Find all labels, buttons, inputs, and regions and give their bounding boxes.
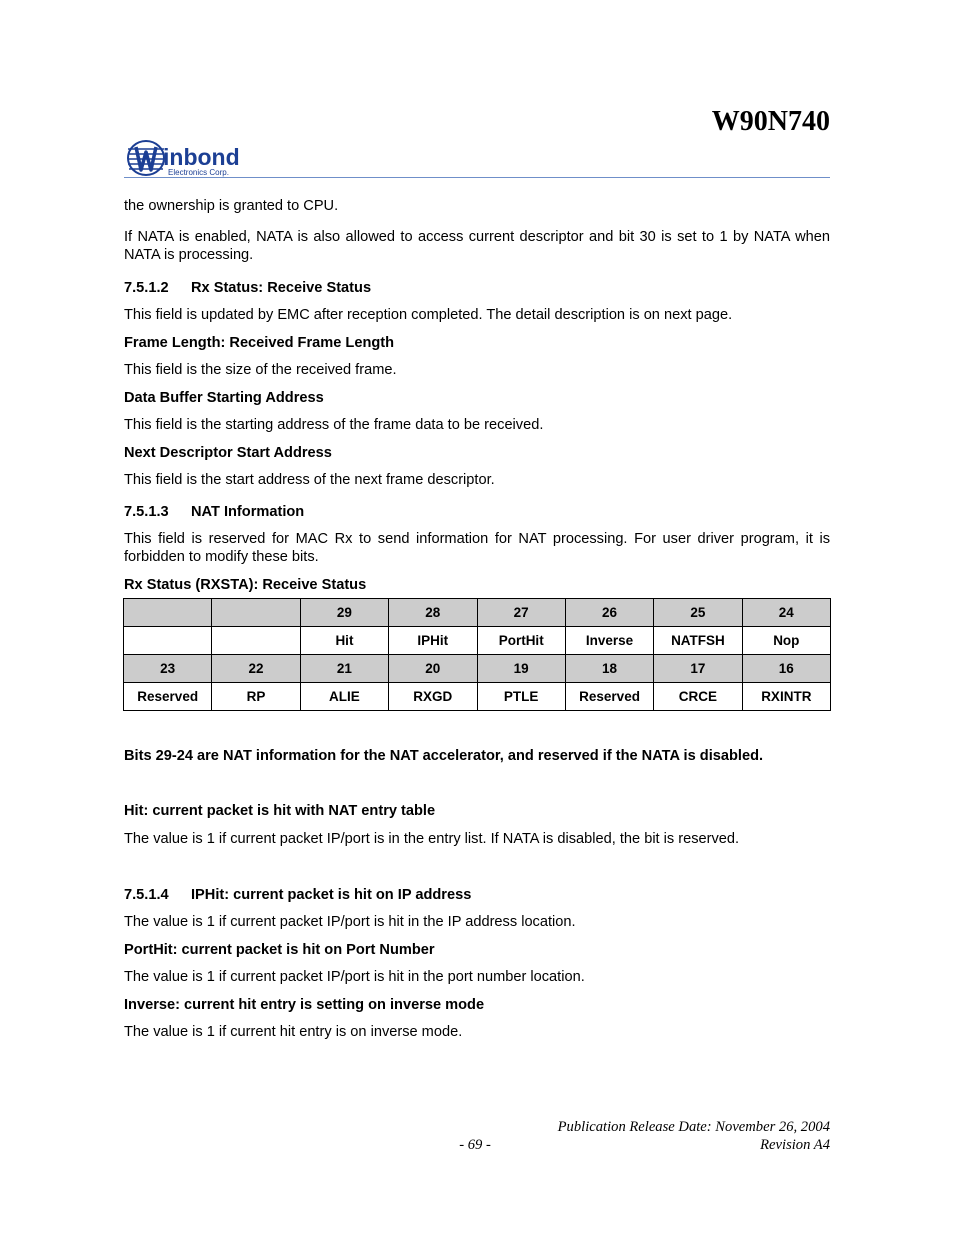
table-cell: 16 bbox=[742, 655, 830, 683]
table-cell bbox=[212, 627, 300, 655]
field-heading-frame-length: Frame Length: Received Frame Length bbox=[124, 335, 395, 351]
paragraph: This field is reserved for MAC Rx to send information for NAT processing. For user driver program, it is forbidden to modify these bits. bbox=[124, 531, 830, 565]
logo-tagline: Electronics Corp. bbox=[168, 168, 229, 177]
header-rule bbox=[124, 177, 830, 178]
section-number: 7.5.1.3 bbox=[124, 504, 169, 520]
bit-field-row bbox=[124, 627, 831, 655]
section-number: 7.5.1.4 bbox=[124, 887, 169, 903]
table-cell: IPHit bbox=[389, 627, 477, 655]
footer-revision: Revision A4 bbox=[760, 1137, 830, 1153]
table-cell: 23 bbox=[124, 655, 212, 683]
table-cell bbox=[124, 599, 212, 627]
rxsta-register-table bbox=[123, 598, 831, 711]
table-cell: PTLE bbox=[477, 683, 565, 711]
paragraph: If NATA is enabled, NATA is also allowed to access current descriptor and bit 30 is set to 1 by NATA when NATA is processing. bbox=[124, 229, 830, 263]
paragraph: The value is 1 if current packet IP/port is hit in the IP address location. bbox=[124, 914, 576, 930]
footer-release-date: Publication Release Date: November 26, 2004 bbox=[557, 1119, 830, 1135]
field-heading-hit: Hit: current packet is hit with NAT entry table bbox=[124, 803, 436, 819]
logo-wordmark: inbond bbox=[163, 144, 240, 170]
table-cell: RP bbox=[212, 683, 300, 711]
winbond-logo bbox=[126, 138, 266, 180]
table-cell: Reserved bbox=[565, 683, 653, 711]
table-cell: 25 bbox=[654, 599, 742, 627]
table-cell: Inverse bbox=[565, 627, 653, 655]
table-cell: Reserved bbox=[124, 683, 212, 711]
bit-field-row bbox=[124, 683, 831, 711]
section-title: NAT Information bbox=[191, 504, 305, 520]
table-cell bbox=[212, 599, 300, 627]
table-cell: 29 bbox=[300, 599, 388, 627]
globe-icon bbox=[128, 141, 164, 175]
table-cell: 19 bbox=[477, 655, 565, 683]
table-cell: 28 bbox=[389, 599, 477, 627]
table-cell bbox=[124, 627, 212, 655]
table-cell: NATFSH bbox=[654, 627, 742, 655]
section-number: 7.5.1.2 bbox=[124, 280, 169, 296]
table-cell: RXGD bbox=[389, 683, 477, 711]
table-cell: 18 bbox=[565, 655, 653, 683]
table-cell: 22 bbox=[212, 655, 300, 683]
bit-number-row bbox=[124, 655, 831, 683]
bits-note: Bits 29-24 are NAT information for the NAT accelerator, and reserved if the NATA is disabled. bbox=[124, 748, 764, 764]
paragraph: This field is the size of the received frame. bbox=[124, 362, 397, 378]
table-cell: Hit bbox=[300, 627, 388, 655]
table-cell: 24 bbox=[742, 599, 830, 627]
table-title: Rx Status (RXSTA): Receive Status bbox=[124, 577, 367, 593]
field-heading-next-descriptor: Next Descriptor Start Address bbox=[124, 445, 332, 461]
document-title: W90N740 bbox=[711, 106, 830, 137]
table-cell: Nop bbox=[742, 627, 830, 655]
table-cell: PortHit bbox=[477, 627, 565, 655]
table-cell: 21 bbox=[300, 655, 388, 683]
table-cell: 17 bbox=[654, 655, 742, 683]
section-heading-7-5-1-3 bbox=[124, 503, 830, 521]
paragraph: The value is 1 if current packet IP/port is in the entry list. If NATA is disabled, the bit is reserved. bbox=[124, 831, 740, 847]
table-cell: RXINTR bbox=[742, 683, 830, 711]
paragraph: This field is updated by EMC after reception completed. The detail description is on next page. bbox=[124, 307, 733, 323]
section-heading-7-5-1-4 bbox=[124, 886, 830, 904]
table-cell: ALIE bbox=[300, 683, 388, 711]
paragraph: This field is the starting address of the frame data to be received. bbox=[124, 417, 544, 433]
footer-page-number: - 69 - bbox=[459, 1137, 491, 1153]
table-cell: 20 bbox=[389, 655, 477, 683]
paragraph: The value is 1 if current hit entry is on inverse mode. bbox=[124, 1024, 463, 1040]
table-cell: 27 bbox=[477, 599, 565, 627]
table-cell: CRCE bbox=[654, 683, 742, 711]
bit-number-row bbox=[124, 599, 831, 627]
paragraph: This field is the start address of the next frame descriptor. bbox=[124, 472, 495, 488]
field-heading-porthit: PortHit: current packet is hit on Port Number bbox=[124, 942, 435, 958]
section-title: IPHit: current packet is hit on IP address bbox=[191, 887, 472, 903]
table-cell: 26 bbox=[565, 599, 653, 627]
field-heading-inverse: Inverse: current hit entry is setting on inverse mode bbox=[124, 997, 485, 1013]
section-heading-7-5-1-2 bbox=[124, 279, 830, 297]
paragraph: The value is 1 if current packet IP/port is hit in the port number location. bbox=[124, 969, 585, 985]
paragraph: the ownership is granted to CPU. bbox=[124, 198, 339, 214]
section-title: Rx Status: Receive Status bbox=[191, 280, 372, 296]
field-heading-data-buffer: Data Buffer Starting Address bbox=[124, 390, 324, 406]
